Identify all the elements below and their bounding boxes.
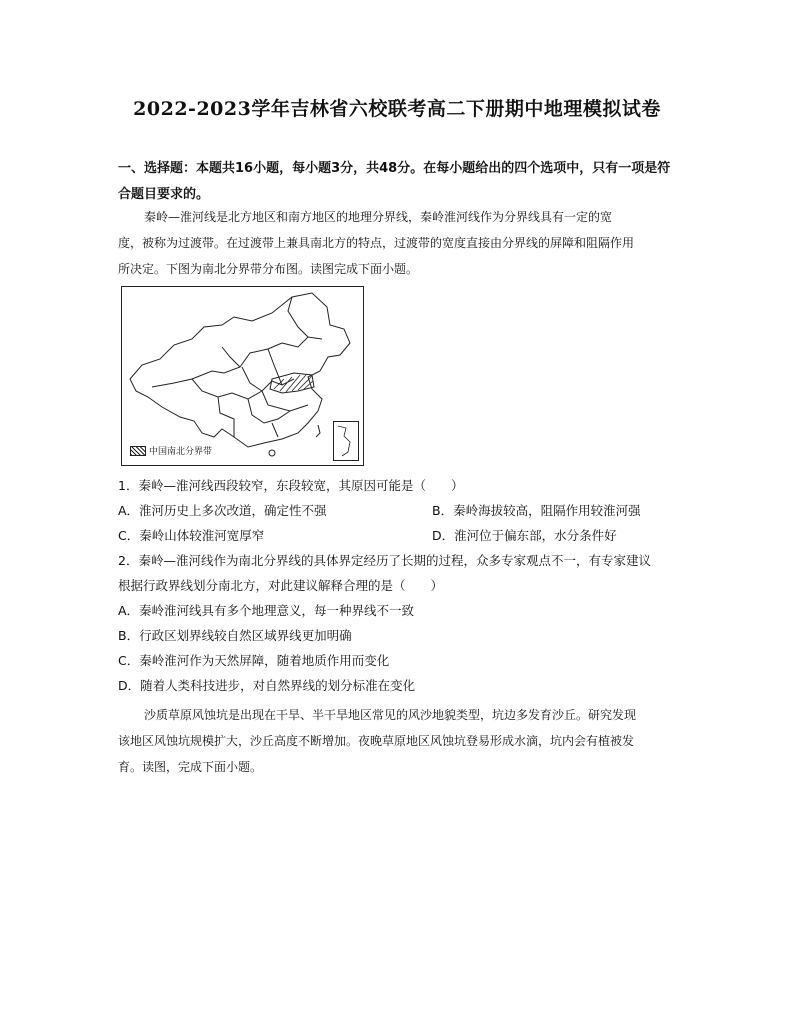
passage-2	[118, 702, 684, 780]
legend-hatch-swatch	[130, 446, 146, 456]
question-2-option-c[interactable]: C．秦岭淮河作为天然屏障，随着地质作用而变化	[118, 653, 390, 668]
question-1-option-a[interactable]: A．淮河历史上多次改道，确定性不强	[118, 503, 327, 518]
passage-1-line-1	[118, 204, 684, 230]
section-heading	[118, 156, 684, 208]
passage-1-line-3: 所决定。下图为南北分界带分布图。读图完成下面小题。	[118, 262, 419, 276]
passage-2-line-3: 育。读图，完成下面小题。	[118, 760, 263, 774]
passage-2-line-1	[118, 702, 684, 728]
north-south-boundary-map	[121, 286, 364, 466]
section-heading-line-1: 一、选择题：本题共16小题，每小题3分，共48分。在每小题给出的四个选项中，只有一项是符	[118, 161, 671, 176]
section-heading-line-2: 合题目要求的。	[118, 187, 210, 202]
passage-1	[118, 204, 684, 282]
boundary-belt-hatch	[274, 375, 313, 392]
question-1-option-d[interactable]: D．淮河位于偏东部，水分条件好	[432, 528, 617, 543]
page-title: 2022-2023学年吉林省六校联考高二下册期中地理模拟试卷	[133, 98, 661, 120]
inset-outline	[334, 422, 358, 460]
south-china-sea-inset	[333, 421, 359, 461]
question-1-stem: 1．秦岭—淮河线西段较窄，东段较宽，其原因可能是（ ）	[118, 478, 464, 493]
map-legend	[130, 444, 212, 457]
question-1-option-c[interactable]: C．秦岭山体较淮河宽厚窄	[118, 528, 265, 543]
legend-label: 中国南北分界带	[149, 447, 213, 457]
question-2-option-a[interactable]: A．秦岭淮河线具有多个地理意义，每一种界线不一致	[118, 603, 415, 618]
passage-1-line-1-text: 秦岭—淮河线是北方地区和南方地区的地理分界线，秦岭淮河线作为分界线具有一定的宽	[144, 210, 613, 224]
question-2-stem-line-1: 2．秦岭—淮河线作为南北分界线的具体界定经历了长期的过程，众多专家观点不一，有专家建议	[118, 553, 651, 568]
question-2-option-d[interactable]: D．随着人类科技进步，对自然界线的划分标准在变化	[118, 678, 416, 693]
question-2-option-b[interactable]: B．行政区划界线较自然区域界线更加明确	[118, 628, 352, 643]
passage-1-line-2: 度，被称为过渡带。在过渡带上兼具南北方的特点，过渡带的宽度直接由分界线的屏障和阻隔作用	[118, 236, 635, 250]
question-2-stem-line-2: 根据行政界线划分南北方，对此建议解释合理的是（ ）	[118, 578, 444, 593]
passage-2-line-1-text: 沙质草原风蚀坑是出现在干旱、半干旱地区常见的风沙地貌类型，坑边多发育沙丘。研究发现	[144, 708, 637, 722]
china-map-outline	[122, 287, 364, 466]
passage-2-line-2: 该地区风蚀坑规模扩大，沙丘高度不断增加。夜晚草原地区风蚀坑登易形成水滴，坑内会有植被发	[118, 734, 635, 748]
question-1-option-b[interactable]: B．秦岭海拔较高，阻隔作用较淮河强	[432, 503, 641, 518]
